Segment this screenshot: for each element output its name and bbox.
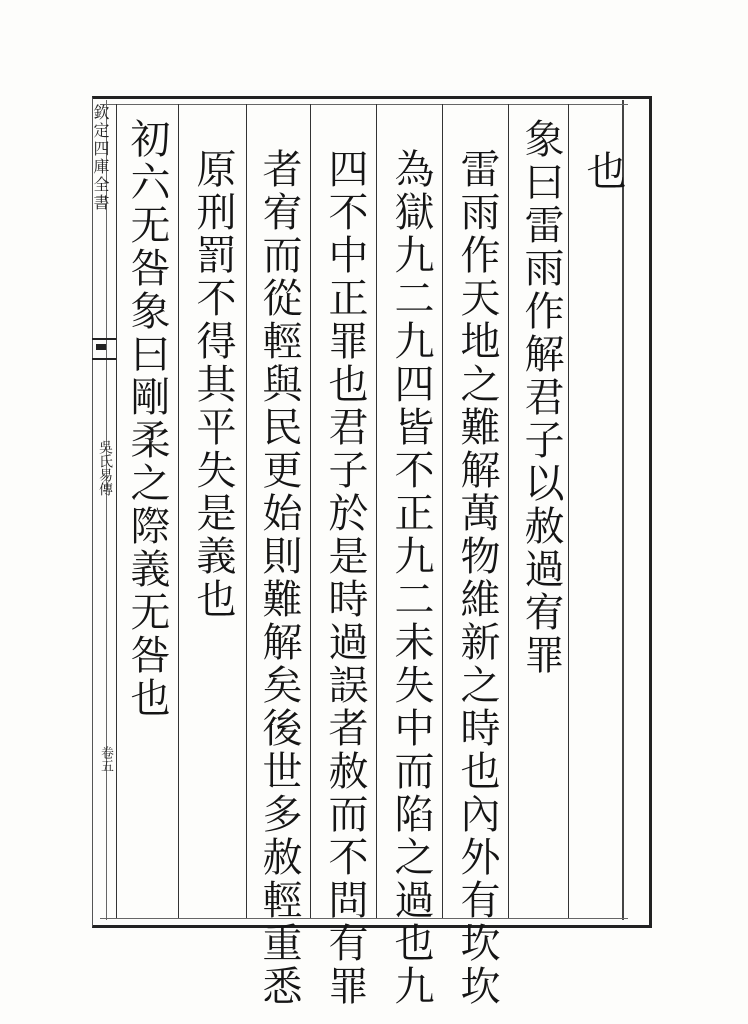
text-column-4: 為獄九二九四皆不正九二未失中而陷之過也九	[388, 148, 434, 1008]
text-column-2: 象曰雷雨作解君子以赦過宥罪	[518, 118, 564, 677]
frame-inner-rule-top	[100, 104, 628, 105]
column-divider	[246, 104, 247, 918]
text-column-6: 者宥而從輕與民更始則難解矣後世多赦輕重悉	[256, 148, 302, 1008]
column-divider	[508, 104, 509, 918]
column-divider	[116, 104, 117, 918]
text-column-5: 四不中正罪也君子於是時過誤者赦而不問有罪	[322, 148, 368, 1008]
fish-tail-ornament	[92, 338, 116, 360]
text-column-1: 也	[580, 150, 626, 193]
text-column-8: 初六无咎象曰剛柔之際義无咎也	[124, 118, 170, 720]
text-column-3: 雷雨作天地之難解萬物維新之時也內外有坎坎	[454, 148, 500, 1008]
column-divider	[376, 104, 377, 918]
text-column-7: 原刑罰不得其平失是義也	[190, 148, 236, 621]
column-divider	[568, 104, 569, 918]
margin-chapter-label: 吳氏易傳	[97, 440, 113, 496]
column-divider	[442, 104, 443, 918]
column-divider	[310, 104, 311, 918]
margin-page-number: 卷五	[98, 746, 113, 772]
column-divider	[178, 104, 179, 918]
margin-book-title: 欽定四庫全書	[91, 104, 110, 212]
